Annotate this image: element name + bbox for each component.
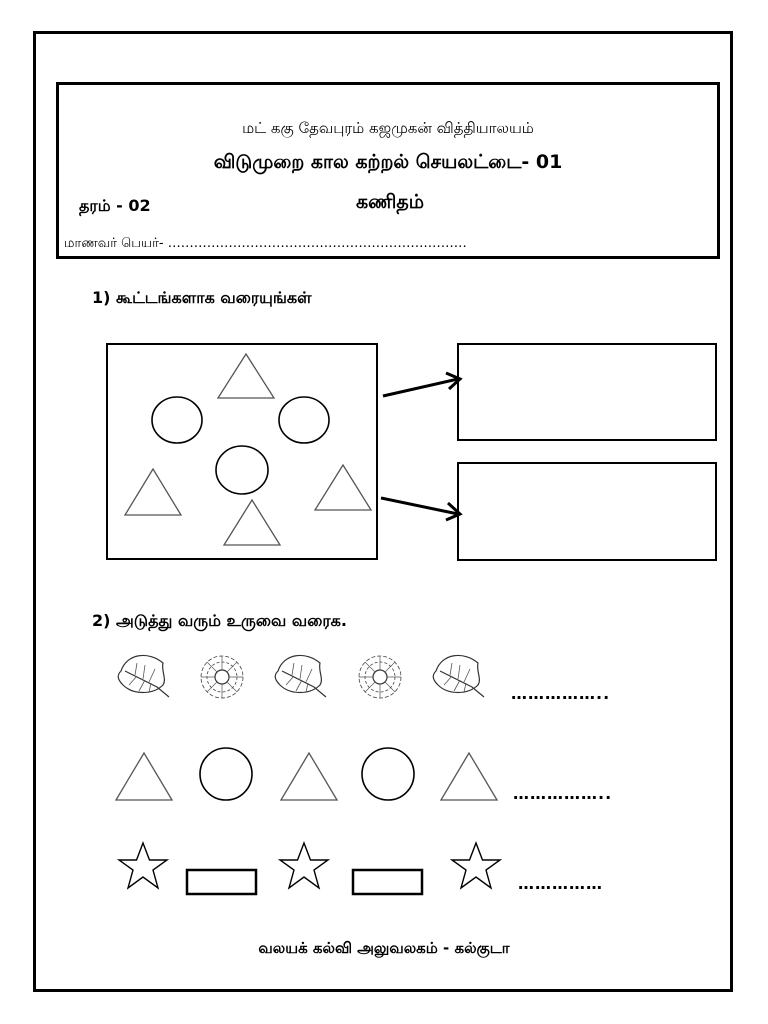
- row2-answer-blank: ……………..: [513, 784, 613, 803]
- arrow-to-box-2: [381, 498, 460, 520]
- q1-triangle-right: [315, 465, 371, 510]
- leaf-icon: [433, 655, 484, 697]
- row2-triangle-2: [281, 753, 337, 800]
- row1-answer-blank: ……………..: [511, 684, 611, 703]
- row2-circle-2: [362, 748, 414, 800]
- row3-rectangle-2: [353, 870, 422, 894]
- flower-icon: [359, 656, 401, 698]
- star-icon: [280, 843, 328, 888]
- row2-triangle-3: [441, 753, 497, 800]
- arrow-to-box-1: [383, 373, 460, 396]
- q1-circle-center: [216, 446, 268, 494]
- row3-answer-blank: ……………: [518, 874, 603, 893]
- leaf-icon: [118, 655, 169, 697]
- question-2-text: 2) அடுத்து வரும் உருவை வரைக.: [92, 611, 347, 630]
- star-icon: [119, 843, 167, 888]
- q1-triangle-top: [218, 354, 274, 398]
- q1-circle-left: [152, 397, 202, 443]
- subject-label: கணிதம்: [356, 191, 425, 213]
- school-name: மட் ககு தேவபுரம் கஜமுகன் வித்தியாலயம்: [242, 119, 534, 137]
- footer-office: வலயக் கல்வி அலுவலகம் - கல்குடா: [258, 939, 510, 957]
- q1-triangle-bottom: [224, 500, 280, 545]
- star-icon: [452, 843, 500, 888]
- row3-rectangle-1: [187, 870, 256, 894]
- question-1-text: 1) கூட்டங்களாக வரையுங்கள்: [92, 288, 312, 307]
- row2-triangle-1: [116, 753, 172, 800]
- leaf-icon: [275, 655, 326, 697]
- flower-icon: [201, 656, 243, 698]
- row2-circle-1: [200, 748, 252, 800]
- q1-circle-right: [279, 397, 329, 443]
- grade-label: தரம் - 02: [79, 196, 151, 215]
- student-name-field: மாணவர் பெயர்- ……………………………………………………………: [64, 236, 467, 251]
- worksheet-title: விடுமுறை கால கற்றல் செயலட்டை- 01: [213, 151, 563, 173]
- q1-triangle-left: [125, 469, 181, 515]
